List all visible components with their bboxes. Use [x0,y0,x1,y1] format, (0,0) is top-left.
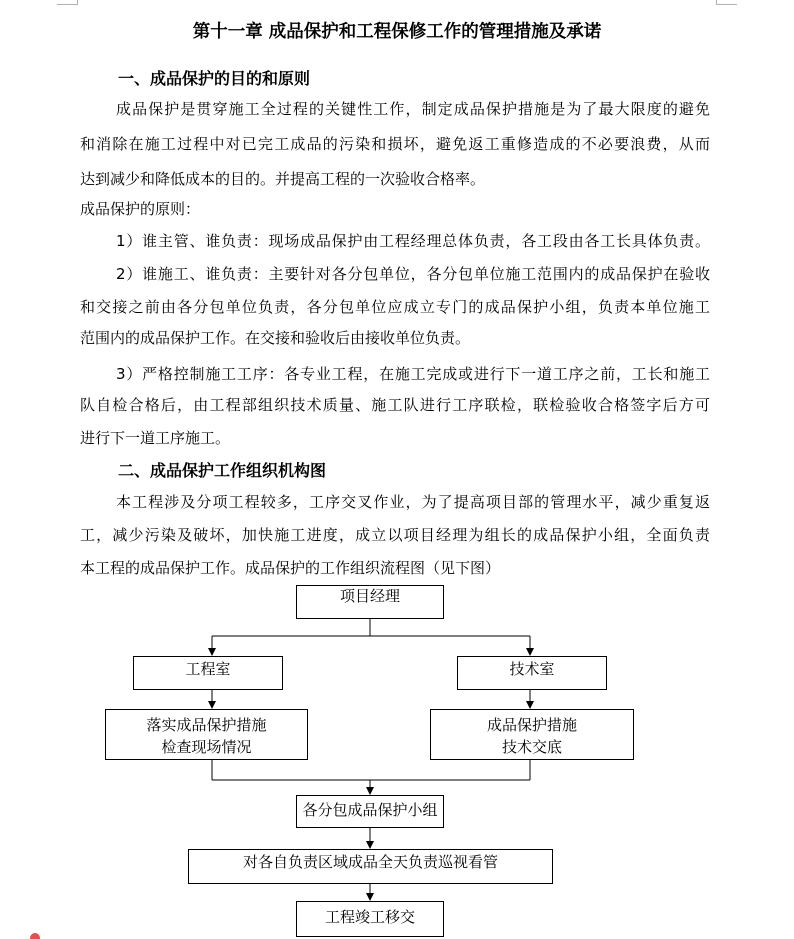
section2-para1-line3: 本工程的成品保护工作。成品保护的工作组织流程图（见下图） [80,559,501,577]
section1-para1-line3: 达到减少和降低成本的目的。并提高工程的一次验收合格率。 [80,170,486,188]
flow-box-engineering-office [133,656,283,690]
flow-box-protection-measures [430,709,634,760]
principle-item2-line2: 和交接之前由各分包单位负责，各分包单位应成立专门的成品保护小组，负责本单位施工 [80,298,710,316]
flow-box-protection-measures-line2: 技术交底 [501,738,562,756]
flow-box-protection-measures-line1: 成品保护措施 [486,716,577,734]
section1-heading: 一、成品保护的目的和原则 [118,69,311,88]
flow-box-handover [296,901,444,937]
flow-box-technical-office [457,656,607,690]
principle-item1-line1: 1）谁主管、谁负责：现场成品保护由工程经理总体负责，各工段由各工长具体负责。 [116,232,710,250]
principle-item2-line1: 2）谁施工、谁负责：主要针对各分包单位，各分包单位施工范围内的成品保护在验收 [116,265,710,283]
flow-box-project-manager [296,585,444,619]
flow-box-patrol [188,849,553,884]
principle-item3-line3: 进行下一道工序施工。 [80,429,231,447]
principle-item2-line3: 范围内的成品保护工作。在交接和验收后由接收单位负责。 [80,329,471,347]
section2-heading: 二、成品保护工作组织机构图 [118,461,327,480]
page-marker [30,933,40,939]
flow-box-project-manager-label: 项目经理 [339,587,400,605]
flow-box-subcontract-groups-label: 各分包成品保护小组 [302,801,438,819]
flow-box-engineering-office-label: 工程室 [185,660,231,678]
flow-box-subcontract-groups [296,795,444,828]
section1-para1-line2: 和消除在施工过程中对已完工成品的污染和损坏，避免返工重修造成的不必要浪费，从而 [80,135,710,153]
flow-box-handover-label: 工程竣工移交 [324,908,415,926]
section2-para1-line2: 工，减少污染及破坏，加快施工进度，成立以项目经理为组长的成品保护小组，全面负责 [80,526,710,544]
section2-para1-line1: 本工程涉及分项工程较多，工序交叉作业，为了提高项目部的管理水平，减少重复返 [116,493,710,511]
chapter-title: 第十一章 成品保护和工程保修工作的管理措施及承诺 [192,22,602,42]
principle-item3-line2: 队自检合格后，由工程部组织技术质量、施工队进行工序联检，联检验收合格签字后方可 [80,396,710,414]
flow-box-technical-office-label: 技术室 [509,660,555,678]
principle-item3-line1: 3）严格控制施工工序：各专业工程，在施工完成或进行下一道工序之前，工长和施工 [116,365,710,383]
principles-label: 成品保护的原则： [80,200,201,218]
section1-para1-line1: 成品保护是贯穿施工全过程的关键性工作，制定成品保护措施是为了最大限度的避免 [116,100,710,118]
flow-box-implement-measures-line2: 检查现场情况 [161,738,252,756]
flow-box-implement-measures [105,709,308,760]
flow-box-patrol-label: 对各自负责区域成品全天负责巡视看管 [242,853,498,871]
flow-box-implement-measures-line1: 落实成品保护措施 [146,716,267,734]
